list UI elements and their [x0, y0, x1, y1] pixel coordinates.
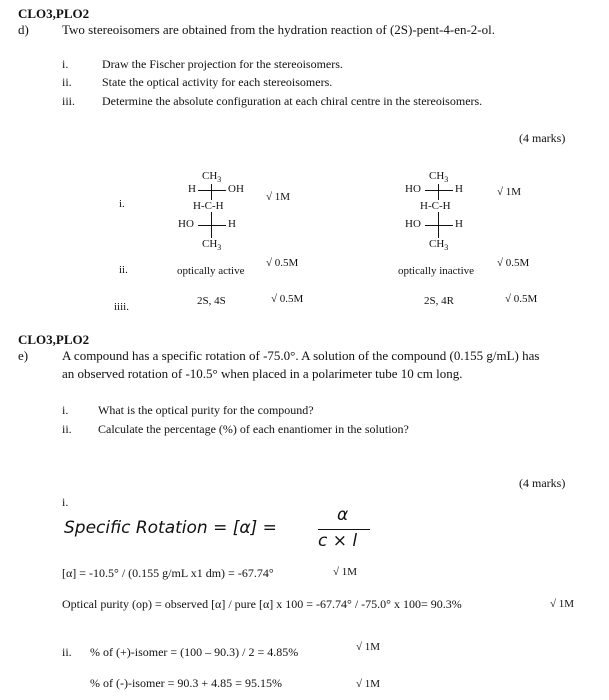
- e-answer-part-i-label: i.: [62, 495, 69, 509]
- section-e-heading: CLO3,PLO2: [18, 332, 90, 347]
- left-configuration: 2S, 4S: [197, 295, 226, 307]
- fischer-row3-left: HO: [405, 218, 421, 230]
- d-item-num: iii.: [62, 94, 76, 108]
- fraction-bar: [318, 529, 370, 530]
- d-marks: (4 marks): [519, 131, 566, 145]
- section-d-question: Two stereoisomers are obtained from the hydration reaction of (2S)-pent-4-en-2-ol.: [62, 22, 495, 37]
- fischer-row1-left: HO: [405, 183, 421, 195]
- mark-check: √ 1M: [356, 678, 381, 690]
- formula-denominator: c × l: [318, 531, 358, 551]
- specific-rotation-formula-lhs: Specific Rotation = [α] =: [64, 518, 277, 538]
- fischer-row1-left: H: [188, 183, 196, 195]
- fischer-bond: [425, 190, 453, 191]
- fischer-row2: H-C-H: [193, 200, 224, 212]
- e-item-text: Calculate the percentage (%) of each enantiomer in the solution?: [98, 422, 409, 436]
- mark-check: √ 1M: [333, 566, 358, 578]
- fischer-bond: [198, 190, 226, 191]
- fischer-projection-right: [393, 170, 493, 253]
- d-item-text: State the optical activity for each stereoisomers.: [102, 75, 333, 89]
- mark-check: √ 1M: [356, 641, 381, 653]
- right-configuration: 2S, 4R: [424, 295, 454, 307]
- fischer-top-group: $CH_3$: [202, 170, 222, 185]
- mark-check: √ 1M: [497, 186, 522, 198]
- e-item-num: i.: [62, 403, 69, 417]
- d-item-text: Draw the Fischer projection for the stereoisomers.: [102, 57, 343, 71]
- formula-numerator: α: [337, 505, 349, 525]
- fischer-row2: H-C-H: [420, 200, 451, 212]
- mark-check: √ 1M: [266, 191, 291, 203]
- section-d-heading: CLO3,PLO2: [18, 6, 90, 21]
- fischer-row3-right: H: [228, 218, 236, 230]
- e-item-num: ii.: [62, 422, 72, 436]
- d-item-num: ii.: [62, 75, 72, 89]
- mark-check: √ 0.5M: [497, 257, 530, 269]
- e-answer-part-ii-label: ii.: [62, 645, 72, 659]
- mark-check: √ 0.5M: [266, 257, 299, 269]
- d-answer-row-i-label: i.: [119, 198, 125, 210]
- plus-isomer-percentage: % of (+)-isomer = (100 – 90.3) / 2 = 4.85%: [90, 645, 299, 659]
- fischer-bottom-group: $CH_3$: [429, 238, 449, 253]
- fischer-row3-right: H: [455, 218, 463, 230]
- mark-check: √ 0.5M: [271, 293, 304, 305]
- left-optical-activity: optically active: [177, 265, 245, 277]
- d-answer-row-ii-label: ii.: [119, 264, 128, 276]
- alpha-calculation: [α] = -10.5° / (0.155 g/mL x1 dm) = -67.74°: [62, 566, 274, 580]
- mark-check: √ 1M: [550, 598, 575, 610]
- d-answer-row-iii-label: iiii.: [114, 301, 129, 313]
- fischer-top-group: $CH_3$: [429, 170, 449, 185]
- right-optical-activity: optically inactive: [398, 265, 475, 277]
- mark-check: √ 0.5M: [505, 293, 538, 305]
- fischer-bond: [425, 225, 453, 226]
- fischer-row1-right: OH: [228, 183, 244, 195]
- fischer-bottom-group: $CH_3$: [202, 238, 222, 253]
- fischer-row3-left: HO: [178, 218, 194, 230]
- fischer-bond: [198, 225, 226, 226]
- section-e-question-line1: A compound has a specific rotation of -75.0°. A solution of the compound (0.155 g/mL) has: [62, 348, 540, 363]
- fischer-projection-left: [166, 170, 266, 253]
- d-item-num: i.: [62, 57, 69, 71]
- d-item-text: Determine the absolute configuration at each chiral centre in the stereoisomers.: [102, 94, 483, 108]
- minus-isomer-percentage: % of (-)-isomer = 90.3 + 4.85 = 95.15%: [90, 676, 282, 690]
- optical-purity-calculation: Optical purity (op) = observed [α] / pure [α] x 100 = -67.74° / -75.0° x 100= 90.3%: [62, 597, 462, 611]
- section-e-label: e): [18, 348, 29, 363]
- fischer-row1-right: H: [455, 183, 463, 195]
- section-e-question-line2: an observed rotation of -10.5° when placed in a polarimeter tube 10 cm long.: [62, 366, 463, 381]
- e-item-text: What is the optical purity for the compound?: [98, 403, 314, 417]
- e-marks: (4 marks): [519, 476, 566, 490]
- section-d-label: d): [18, 22, 29, 37]
